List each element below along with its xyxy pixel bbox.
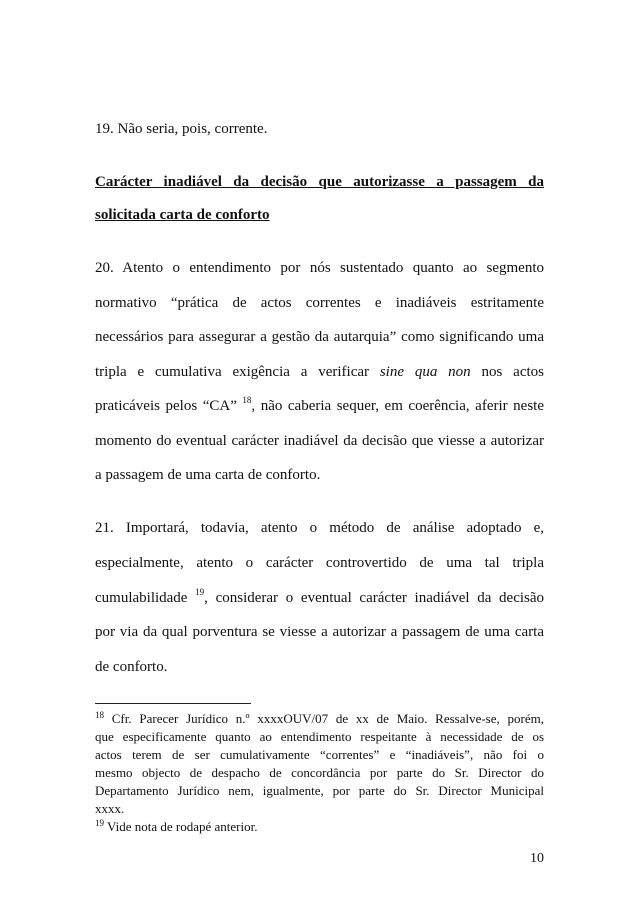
- footnote-18-line-2: que especificamente quanto ao entendimento respeitante à necessidade de os: [95, 729, 544, 744]
- paragraph-20-line-6: momento do eventual carácter inadiável da decisão que viesse a autorizar: [95, 433, 544, 449]
- section-heading-line-1: Carácter inadiável da decisão que autorizasse a passagem da: [95, 174, 544, 190]
- latin-phrase: sine qua non: [379, 364, 471, 380]
- paragraph-21-line-1: 21. Importará, todavia, atento o método de análise adoptado e,: [95, 520, 544, 536]
- p21-l3-text-b: , considerar: [204, 590, 279, 606]
- paragraph-20-line-4: [95, 363, 544, 381]
- paragraph-21-line-5: de conforto.: [95, 659, 168, 675]
- p20-l5-text-b: , não caberia sequer, em coerência, aferir neste: [251, 398, 544, 414]
- paragraph-21-line-2: especialmente, atento o carácter controvertido de uma tal tripla: [95, 555, 544, 571]
- page-number: 10: [530, 851, 544, 866]
- footnote-19: [95, 819, 544, 836]
- section-heading-line-2: solicitada carta de conforto: [95, 207, 270, 223]
- paragraph-21-line-3: [95, 589, 544, 608]
- footnote-19-text: Vide nota de rodapé anterior.: [107, 819, 258, 834]
- paragraph-20-line-3: necessários para assegurar a gestão da autarquia” como significando uma: [95, 329, 544, 345]
- paragraph-20-line-1: 20. Atento o entendimento por nós sustentado quanto ao segmento: [95, 260, 544, 276]
- paragraph-19: 19. Não seria, pois, corrente.: [95, 121, 268, 137]
- p20-l4-text-b: nos actos: [481, 364, 544, 380]
- paragraph-20-line-5: [95, 397, 544, 416]
- p21-l3-text-c: o eventual carácter inadiável da decisão: [285, 590, 545, 606]
- footnote-18-line-1: [95, 711, 544, 728]
- footnote-18-line-3: actos terem de ser cumulativamente “correntes” e “inadiáveis”, não foi o: [95, 747, 544, 762]
- footnote-18-text-1: Cfr. Parecer Jurídico n.º xxxxOUV/07 de xx de Maio. Ressalve-se, porém,: [111, 711, 544, 726]
- paragraph-20-line-7: a passagem de uma carta de conforto.: [95, 467, 321, 483]
- footnote-separator: [95, 703, 251, 704]
- footnote-18-marker: 18: [95, 710, 104, 720]
- footnote-18-line-5: Departamento Jurídico nem, igualmente, por parte do Sr. Director Municipal: [95, 783, 544, 798]
- footnote-19-marker: 19: [95, 818, 104, 828]
- footnote-ref-19: 19: [195, 587, 205, 597]
- p20-l5-text-a: praticáveis pelos “CA”: [95, 398, 237, 414]
- p21-l3-text-a: cumulabilidade: [95, 590, 188, 606]
- paragraph-21-line-4: por via da qual porventura se viesse a autorizar a passagem de uma carta: [95, 624, 544, 640]
- paragraph-20-line-2: normativo “prática de actos correntes e inadiáveis estritamente: [95, 295, 544, 311]
- footnote-ref-18: 18: [242, 395, 252, 405]
- footnote-18-line-6: xxxx.: [95, 801, 125, 816]
- footnote-18-line-4: mesmo objecto de despacho de concordância por parte do Sr. Director do: [95, 765, 544, 780]
- p20-l4-text-a: tripla e cumulativa exigência a verificar: [95, 364, 370, 380]
